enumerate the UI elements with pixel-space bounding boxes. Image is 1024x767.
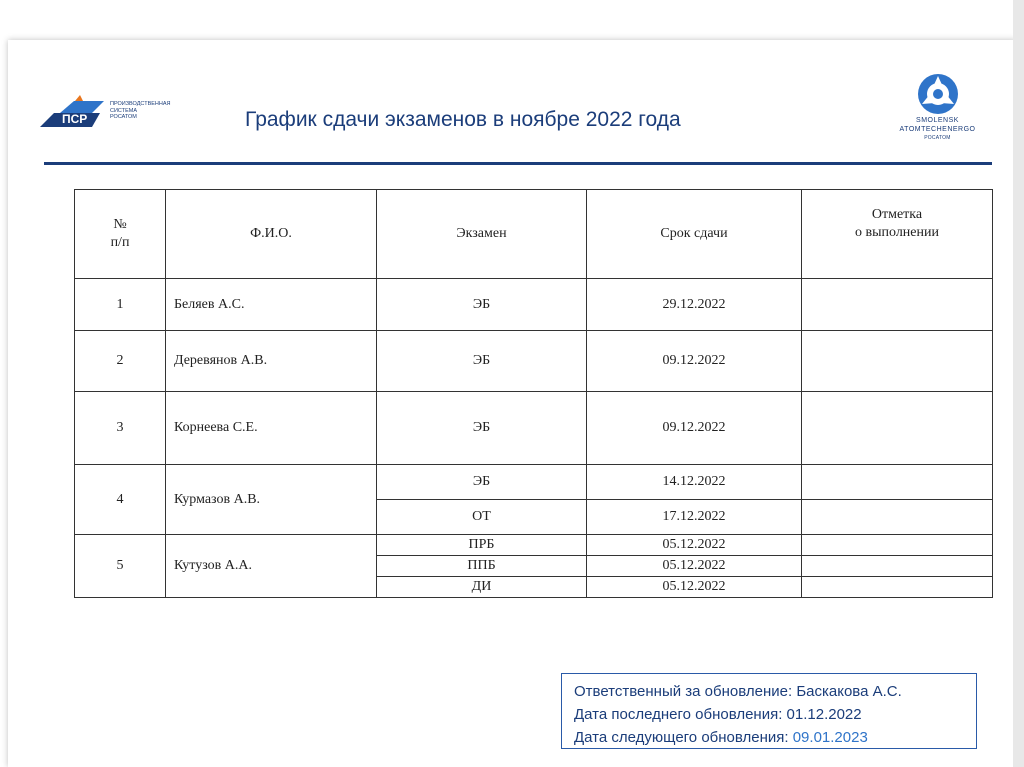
sae-line-2: ATOMTECHENERGO	[899, 126, 976, 133]
table-row	[75, 465, 993, 500]
next-update-line	[574, 726, 976, 749]
sae-line-3: РОСАТОМ	[924, 135, 951, 141]
header-num-line2: п/п	[110, 235, 130, 250]
header-exam: Экзамен	[377, 190, 587, 279]
cell-exam: ЭБ	[377, 465, 587, 500]
cell-exam: ДИ	[377, 577, 587, 598]
cell-num: 3	[75, 392, 166, 465]
cell-mark[interactable]	[802, 556, 993, 577]
table-row	[75, 392, 993, 465]
responsible-name: Баскакова А.С.	[796, 683, 902, 700]
psr-line-2: СИСТЕМА	[110, 107, 137, 114]
cell-exam: ОТ	[377, 500, 587, 535]
cell-mark[interactable]	[802, 577, 993, 598]
rosatom-logo-icon	[916, 72, 960, 116]
cell-date: 09.12.2022	[587, 331, 802, 392]
cell-date: 14.12.2022	[587, 465, 802, 500]
responsible-label: Ответственный за обновление:	[574, 683, 797, 700]
sae-line-1: SMOLENSK	[916, 117, 959, 124]
cell-date: 05.12.2022	[587, 535, 802, 556]
cell-mark[interactable]	[802, 465, 993, 500]
cell-mark[interactable]	[802, 392, 993, 465]
last-update-line	[574, 703, 976, 726]
responsible-line	[574, 680, 976, 703]
cell-date: 05.12.2022	[587, 577, 802, 598]
psr-logo-icon	[40, 95, 108, 129]
header-fio: Ф.И.О.	[166, 190, 377, 279]
table-row	[75, 331, 993, 392]
psr-line-1: ПРОИЗВОДСТВЕННАЯ	[110, 101, 171, 107]
table-row	[75, 535, 993, 556]
cell-mark[interactable]	[802, 331, 993, 392]
slide-edge	[1013, 0, 1024, 767]
psr-logo-text	[110, 101, 171, 121]
cell-date: 29.12.2022	[587, 279, 802, 331]
last-update-date: 01.12.2022	[786, 706, 862, 723]
sae-logo	[890, 72, 985, 154]
table-row	[75, 279, 993, 331]
cell-exam: ЭБ	[377, 331, 587, 392]
page-title: График сдачи экзаменов в ноябре 2022 года	[245, 108, 681, 131]
header-num	[75, 190, 166, 279]
last-update-label: Дата последнего обновления:	[574, 706, 787, 723]
update-info-box	[561, 673, 977, 749]
cell-fio: Корнеева С.Е.	[166, 392, 377, 465]
cell-date: 09.12.2022	[587, 392, 802, 465]
cell-num: 1	[75, 279, 166, 331]
table-header-row	[75, 190, 993, 279]
next-update-label: Дата следующего обновления:	[574, 729, 793, 746]
cell-num: 2	[75, 331, 166, 392]
cell-num: 4	[75, 465, 166, 535]
exam-schedule-table	[74, 189, 993, 598]
cell-mark[interactable]	[802, 500, 993, 535]
psr-logo	[40, 95, 185, 135]
cell-exam: ЭБ	[377, 279, 587, 331]
cell-num: 5	[75, 535, 166, 598]
header-mark-line2: о выполнении	[855, 225, 939, 240]
header-num-line1: №	[113, 217, 127, 232]
cell-date: 17.12.2022	[587, 500, 802, 535]
next-update-date: 09.01.2023	[792, 729, 868, 746]
cell-fio: Кутузов А.А.	[166, 535, 377, 598]
psr-line-3: РОСАТОМ	[110, 114, 137, 120]
cell-fio: Курмазов А.В.	[166, 465, 377, 535]
psr-mark-text: ПСР	[62, 112, 88, 126]
cell-exam: ППБ	[377, 556, 587, 577]
cell-mark[interactable]	[802, 535, 993, 556]
cell-exam: ПРБ	[377, 535, 587, 556]
cell-exam: ЭБ	[377, 392, 587, 465]
header-deadline: Срок сдачи	[587, 190, 802, 279]
cell-mark[interactable]	[802, 279, 993, 331]
cell-date: 05.12.2022	[587, 556, 802, 577]
header-divider	[44, 162, 992, 165]
header-mark	[802, 190, 993, 279]
cell-fio: Деревянов А.В.	[166, 331, 377, 392]
header-mark-line1: Отметка	[871, 207, 923, 222]
cell-fio: Беляев А.С.	[166, 279, 377, 331]
